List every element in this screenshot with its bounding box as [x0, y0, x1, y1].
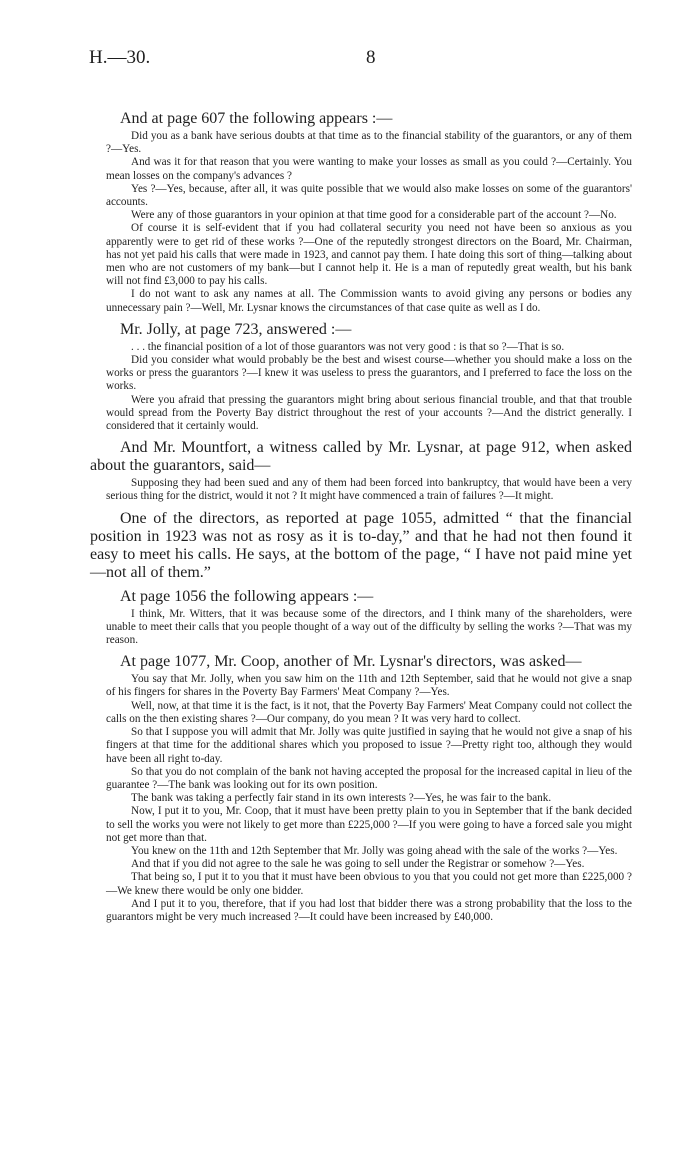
testimony-paragraph: . . . the financial position of a lot of those guarantors was not very good : is that so ?—That is so. [131, 340, 565, 353]
testimony-paragraph: Of course it is self-evident that if you had collateral security you need not have been so anxious as you apparently were to get rid of these works ?—One of the reputedly strongest directors on the Board, Mr. Chairman, has not yet paid his calls that were made in 1923, and cannot pay them. I hate doing this sort of thing—talking about men who are not customers of my bank—but I cannot help it. He is a man of reputedly great wealth, but his bank will not find £3,000 to pay his calls. [106, 222, 632, 288]
document-body [90, 110, 632, 928]
testimony-paragraph: Were any of those guarantors in your opinion at that time good for a considerable part of the account ?—No. [131, 209, 617, 222]
section-intro: Mr. Jolly, at page 723, answered :— [120, 320, 352, 338]
testimony-block [90, 608, 632, 648]
page-number: 8 [366, 47, 376, 68]
section-intro: One of the directors, as reported at page 1055, admitted “ that the financial position in 1923 was not as rosy as it is to-day,” and that he had not then found it easy to meet his calls. He says, at the bottom of the page, “ I have not paid mine yet—not all of them.” [90, 509, 632, 581]
section-intro: And Mr. Mountfort, a witness called by Mr. Lysnar, at page 912, when asked about the guarantors, said— [90, 439, 632, 475]
testimony-paragraph: And I put it to you, therefore, that if you had lost that bidder there was a strong probability that the loss to the guarantors might be very much increased ?—It could have been increased by £40,000. [106, 897, 632, 923]
section-intro: And at page 607 the following appears :— [120, 110, 393, 127]
testimony-paragraph: That being so, I put it to you that it must have been obvious to you that you could not get more than £225,000 ?—We knew there would be only one bidder. [106, 871, 632, 897]
testimony-paragraph: So that you do not complain of the bank not having accepted the proposal for the increased capital in lieu of the guarantee ?—The bank was looking out for its own position. [106, 765, 632, 791]
testimony-paragraph: Were you afraid that pressing the guarantors might bring about serious financial trouble, and that that trouble would spread from the Poverty Bay district throughout the rest of your accounts ?—And the district generally. I considered that it certainly would. [106, 393, 632, 433]
testimony-paragraph: The bank was taking a perfectly fair stand in its own interests ?—Yes, he was fair to the bank. [131, 792, 552, 805]
testimony-paragraph: You knew on the 11th and 12th September that Mr. Jolly was going ahead with the sale of the works ?—Yes. [131, 844, 618, 857]
report-reference: H.—30. [89, 47, 151, 68]
testimony-paragraph: Now, I put it to you, Mr. Coop, that it must have been pretty plain to you in September that if the bank decided to sell the works you were not likely to get more than £225,000 ?—If you were going to have a forced sale you might not get more than that. [106, 805, 632, 844]
testimony-paragraph: So that I suppose you will admit that Mr. Jolly was quite justified in saying that he would not give a snap of his fingers at that time for the additional shares which you proposed to issue ?—Pretty right too, although they would have been all right to-day. [106, 726, 632, 765]
testimony-paragraph: Did you consider what would probably be the best and wisest course—whether you should make a loss on the works or press the guarantors ?—I knew it was useless to press the guarantors, and I preferred to face the loss on the works. [106, 354, 632, 393]
testimony-paragraph: You say that Mr. Jolly, when you saw him on the 11th and 12th September, said that he would not give a snap of his fingers for shares in the Poverty Bay Farmers' Meat Company ?—Yes. [106, 673, 632, 699]
testimony-paragraph: Well, now, at that time it is the fact, is it not, that the Poverty Bay Farmers' Meat Company could not collect the calls on the then existing shares ?—Our company, do you mean ? It was very hard to collect. [106, 699, 632, 725]
testimony-block [90, 341, 632, 433]
testimony-paragraph: I do not want to ask any names at all. The Commission wants to avoid giving any persons or bodies any unnecessary pain ?—Well, Mr. Lysnar knows the circumstances of that case quite as well as I do. [106, 288, 632, 314]
testimony-paragraph: And that if you did not agree to the sale he was going to sell under the Registrar or somehow ?—Yes. [131, 858, 585, 871]
testimony-paragraph: Supposing they had been sued and any of them had been forced into bankruptcy, that would have been a very serious thing for the district, would it not ? It might have commenced a train of failures ?—It might. [106, 477, 632, 503]
testimony-block [90, 130, 632, 315]
testimony-paragraph: And was it for that reason that you were wanting to make your losses as small as you could ?—Certainly. You mean losses on the company's advances ? [106, 156, 632, 182]
testimony-paragraph: Yes ?—Yes, because, after all, it was quite possible that we would also make losses on some of the guarantors' accounts. [106, 182, 632, 209]
testimony-paragraph: Did you as a bank have serious doubts at that time as to the financial stability of the guarantors, or any of them ?—Yes. [106, 130, 632, 156]
section-intro: At page 1077, Mr. Coop, another of Mr. Lysnar's directors, was asked— [120, 653, 582, 671]
testimony-block [90, 673, 632, 924]
testimony-block [90, 477, 632, 503]
testimony-paragraph: I think, Mr. Witters, that it was because some of the directors, and I think many of the shareholders, were unable to meet their calls that you people thought of a way out of the difficulty by selling the works ?—That was my reason. [106, 607, 632, 647]
section-intro: At page 1056 the following appears :— [120, 587, 374, 605]
